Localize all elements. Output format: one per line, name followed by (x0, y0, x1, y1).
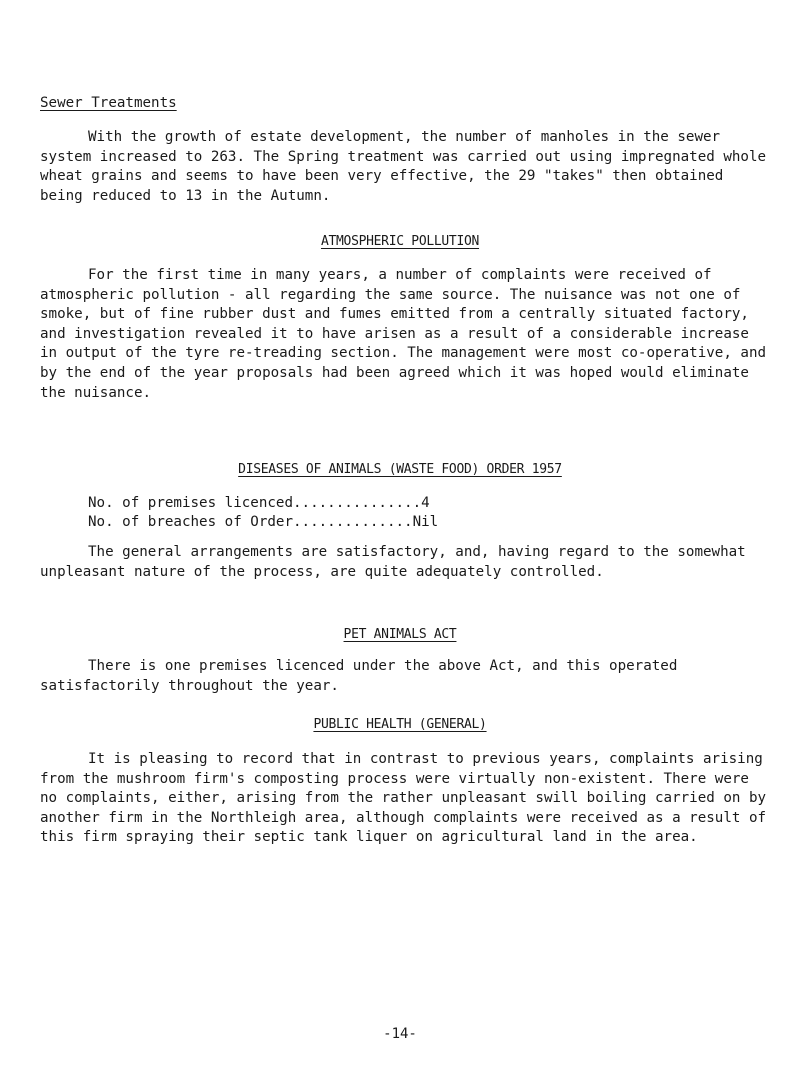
pet-animals-paragraph: There is one premises licenced under the above Act, and this operated satisfactorily throughout the year. (40, 658, 678, 694)
heading-pet-animals-act: PET ANIMALS ACT (343, 627, 457, 642)
breaches-line: No. of breaches of Order..............Nil (88, 514, 439, 530)
heading-diseases-of-animals: DISEASES OF ANIMALS (WASTE FOOD) ORDER 1957 (238, 462, 562, 477)
diseases-paragraph: The general arrangements are satisfactory, and, having regard to the somewhat unpleasant nature of the process, are quite adequately controlled. (40, 544, 746, 580)
page-number: -14- (383, 1026, 417, 1042)
sewer-treatments-paragraph: With the growth of estate development, the number of manholes in the sewer system increased to 263. The Spring treatment was carried out using impregnated whole wheat grains and seems to have been very effective, the 29 "takes" then obtained being reduced to 13 in the Autumn. (40, 129, 767, 204)
atmospheric-pollution-paragraph: For the first time in many years, a number of complaints were received of atmospheric pollution - all regarding the same source. The nuisance was not one of smoke, but of fine rubber dust and fumes emitted from a centrally situated factory, and investigation revealed it to have arisen as a result of a considerable increase in output of the tyre re-treading section. The management were most co-operative, and by the end of the year proposals had been agreed which it was hoped would eliminate the nuisance. (40, 267, 767, 401)
heading-public-health-general: PUBLIC HEALTH (GENERAL) (313, 717, 487, 732)
heading-atmospheric-pollution: ATMOSPHERIC POLLUTION (320, 234, 480, 249)
public-health-paragraph: It is pleasing to record that in contrast to previous years, complaints arising from the mushroom firm's composting process were virtually non-existent. There were no complaints, either, arising from the rather unpleasant swill boiling carried on by another firm in the Northleigh area, although complaints were received as a result of this firm spraying their septic tank liquer on agricultural land in the area. (40, 751, 767, 846)
premises-licenced-line: No. of premises licenced...............4 (88, 495, 430, 511)
section-title-sewer-treatments: Sewer Treatments (40, 95, 177, 111)
